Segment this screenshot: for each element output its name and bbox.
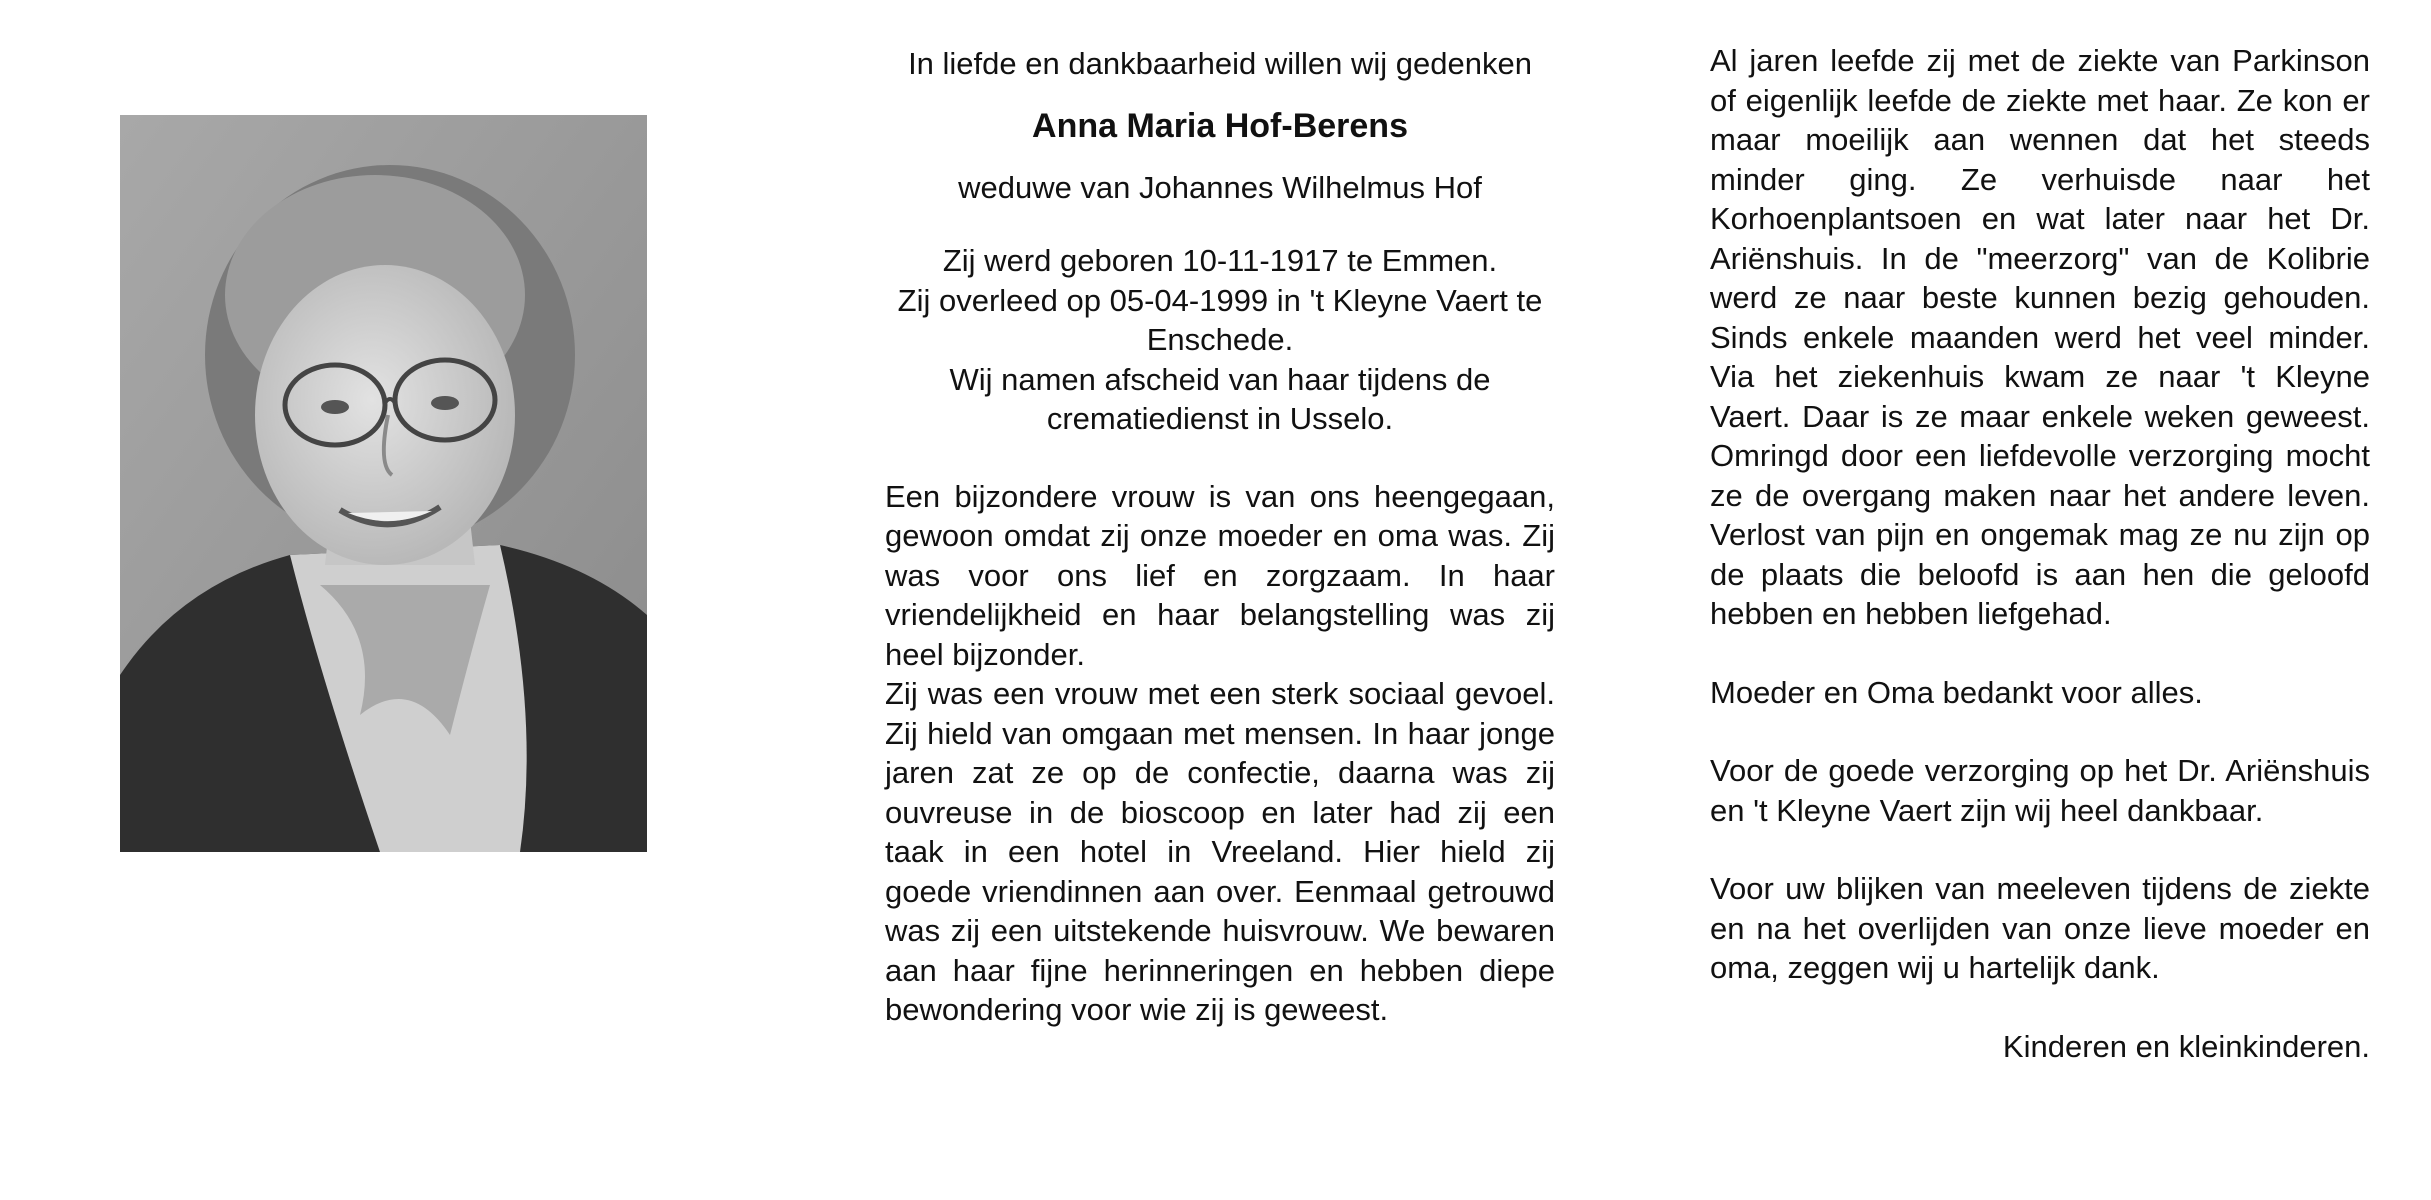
birth-text: Zij werd geboren 10-11-1917 te Emmen. — [942, 243, 1498, 278]
intro-text: In liefde en dankbaarheid willen wij gedenken — [908, 46, 1532, 81]
illness-paragraph: Al jaren leefde zij met de ziekte van Parkinson of eigenlijk leefde de ziekte met haar. Ze kon er maar moeilijk aan wennen dat het steeds minder ging. Ze verhuisde naar het Korhoenplantsoen en wat later naar het Dr. Ariënshuis. In de "meerzorg" van de Kolibrie werd ze naar beste kunnen bezig gehouden. Sinds enkele maanden werd het veel minder. Via het ziekenhuis kwam ze naar 't Kleyne Vaert. Daar is ze maar enkele weken geweest. Omringd door een liefdevolle verzorging mocht ze de overgang maken naar het andere leven. Verlost van pijn en ongemak mag ze nu zijn op de plaats die beloofd is aan hen die geloofd hebben en hebben liefgehad. — [1710, 43, 2370, 631]
deceased-name: Anna Maria Hof-Berens — [1032, 106, 1408, 145]
portrait-photo — [120, 115, 647, 852]
portrait-image — [120, 115, 647, 852]
farewell-text: Wij namen afscheid van haar tijdens de crematiedienst in Usselo. — [949, 361, 1491, 436]
thanks-mother-text: Moeder en Oma bedankt voor alles. — [1710, 674, 2203, 710]
tribute-paragraph-1: Een bijzondere vrouw is van ons heengegaan, gewoon omdat zij onze moeder en oma was. Zij was voor ons lief en zorgzaam. In haar vriendelijkheid en haar belangstelling was zij heel bijzonder. — [885, 478, 1555, 672]
tribute-paragraph-2: Zij was een vrouw met een sterk sociaal gevoel. Zij hield van omgaan met mensen. In haar jonge jaren zat ze op de confectie, daarna was zij ouvreuse in de bioscoop en later had zij een taak in een hotel in Vreeland. Hier hield zij goede vriendinnen aan over. Eenmaal getrouwd was zij een uitstekende huisvrouw. We bewaren aan haar fijne herinneringen en hebben diepe bewondering voor wie zij is geweest. — [885, 676, 1555, 1027]
center-column — [885, 44, 1555, 1030]
signature-text: Kinderen en kleinkinderen. — [2002, 1028, 2370, 1064]
care-thanks-paragraph: Voor de goede verzorging op het Dr. Ariënshuis en 't Kleyne Vaert zijn wij heel dankbaar. — [1710, 753, 2370, 828]
death-text: Zij overleed op 05-04-1999 in 't Kleyne Vaert te Enschede. — [897, 282, 1543, 357]
life-facts — [885, 241, 1555, 439]
sympathy-thanks-paragraph: Voor uw blijken van meeleven tijdens de ziekte en na het overlijden van onze lieve moeder en oma, zeggen wij u hartelijk dank. — [1710, 871, 2370, 985]
right-column — [1710, 41, 2370, 1066]
widow-of-text: weduwe van Johannes Wilhelmus Hof — [958, 169, 1482, 205]
